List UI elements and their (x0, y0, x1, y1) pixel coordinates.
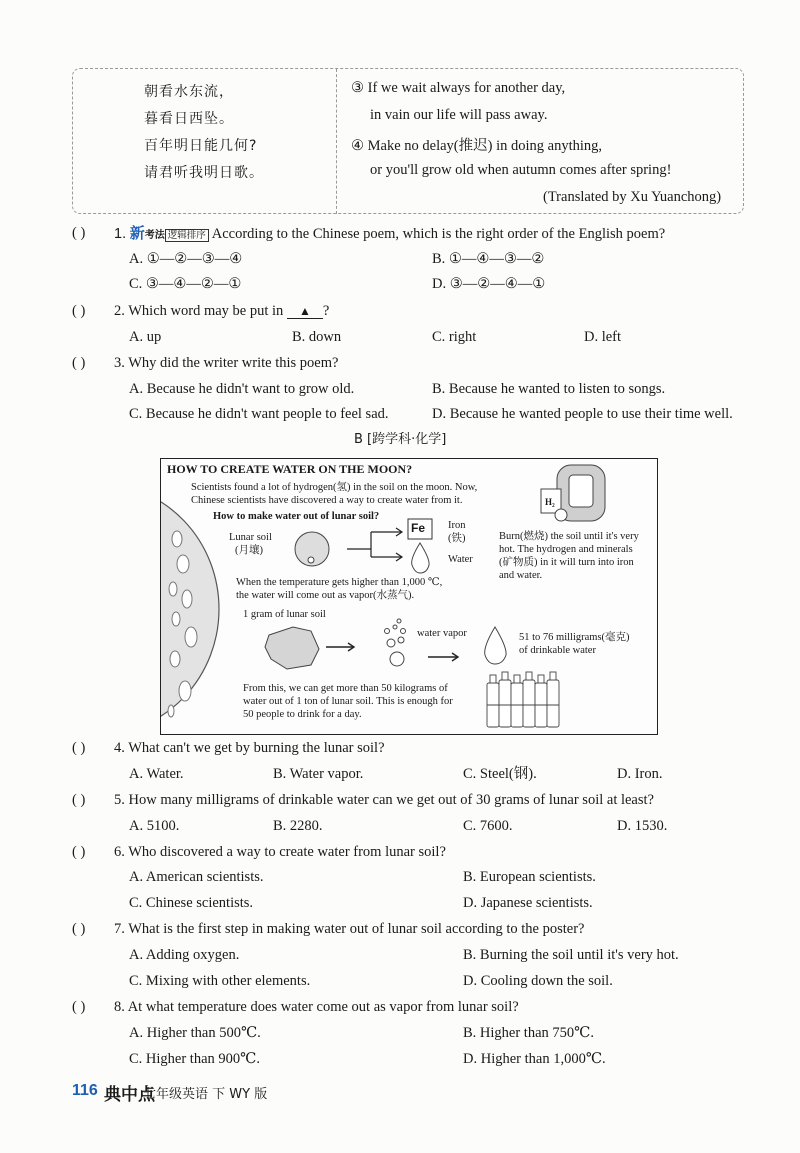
from-text: water out of 1 ton of lunar soil. This is enough for (243, 696, 453, 707)
answer-blank[interactable]: ( ) (72, 792, 86, 808)
gram-label: 1 gram of lunar soil (243, 609, 326, 620)
question-number: 1. (114, 226, 127, 242)
burn-text: hot. The hydrogen and minerals (499, 544, 633, 555)
moon-illustration (161, 484, 219, 734)
triangle-blank: ▲ (287, 304, 323, 319)
option-d[interactable]: D. Because he wanted people to use their time well. (432, 406, 733, 422)
branch-arrow-icon (347, 528, 402, 561)
option-b[interactable]: B. 2280. (273, 818, 323, 834)
furnace-illustration (541, 465, 605, 521)
question-3: 3. Why did the writer write this poem? (114, 355, 339, 371)
option-c[interactable]: C. Chinese scientists. (129, 895, 254, 911)
burn-text: and water. (499, 570, 543, 581)
question-5: 5. How many milligrams of drinkable water can we get out of 30 grams of lunar soil at least? (114, 792, 654, 808)
poster-intro: Chinese scientists have discovered a way to create water from it. (191, 495, 463, 506)
water-drop-icon (412, 543, 429, 573)
question-text: According to the Chinese poem, which is the right order of the English poem? (211, 226, 666, 242)
option-b[interactable]: B. Higher than 750℃. (463, 1025, 594, 1041)
option-c[interactable]: C. Steel(钢). (463, 766, 537, 782)
lunar-soil-label: Lunar soil (229, 532, 272, 543)
option-d[interactable]: D. Iron. (617, 766, 663, 782)
bubbles-icon (385, 619, 406, 666)
brand-logo: 典中点 (104, 1085, 155, 1105)
question-6: 6. Who discovered a way to create water from lunar soil? (114, 844, 446, 860)
option-a[interactable]: A. ①—②—③—④ (129, 251, 243, 267)
poster (160, 458, 658, 735)
temp-text: When the temperature gets higher than 1,000 ℃, (236, 577, 443, 588)
burn-text: (矿物质) in it will turn into iron (499, 557, 634, 568)
bottles-icon (487, 672, 559, 727)
option-b[interactable]: B. Burning the soil until it's very hot. (463, 947, 679, 963)
option-c[interactable]: C. right (432, 329, 477, 345)
iron-label: Iron (448, 520, 466, 531)
answer-blank[interactable]: ( ) (72, 303, 86, 319)
option-a[interactable]: A. Water. (129, 766, 184, 782)
option-a[interactable]: A. up (129, 329, 162, 345)
option-a[interactable]: A. Higher than 500℃. (129, 1025, 261, 1041)
burn-text: Burn(燃烧) the soil until it's very (499, 531, 639, 542)
water-label: Water (448, 554, 473, 565)
poem-chinese-line: 请君听我明日歌。 (144, 165, 264, 181)
poem-chinese-line: 朝看水东流， (144, 84, 234, 100)
poem-english-line: ④ Make no delay(推迟) in doing anything, (351, 138, 602, 154)
poem-translator: (Translated by Xu Yuanchong) (543, 189, 722, 205)
question-8: 8. At what temperature does water come out as vapor from lunar soil? (114, 999, 519, 1015)
section-b-heading: B [跨学科·化学] (354, 432, 447, 447)
option-a[interactable]: A. Because he didn't want to grow old. (129, 381, 355, 397)
page-number: 116 (72, 1082, 98, 1099)
fe-label: Fe (411, 521, 426, 535)
option-a[interactable]: A. 5100. (129, 818, 180, 834)
book-title: 七年级英语 下 WY 版 (143, 1087, 268, 1102)
poem-chinese-line: 暮看日西坠。 (144, 111, 234, 127)
vapor-label: water vapor (417, 628, 467, 639)
option-d[interactable]: D. ③—②—④—① (432, 276, 546, 292)
arrow-icon (326, 643, 354, 651)
from-text: From this, we can get more than 50 kilograms of (243, 683, 448, 694)
new-tag: 新 (129, 224, 145, 242)
mg-text: of drinkable water (519, 645, 596, 656)
poster-subtitle: How to make water out of lunar soil? (213, 511, 380, 522)
option-c[interactable]: C. ③—④—②—① (129, 276, 242, 292)
option-a[interactable]: A. American scientists. (129, 869, 264, 885)
option-c[interactable]: C. Mixing with other elements. (129, 973, 311, 989)
option-b[interactable]: B. European scientists. (463, 869, 596, 885)
logic-order-tag: 逻辑排序 (165, 229, 209, 242)
lunar-soil-cn: (月壤) (235, 545, 263, 556)
question-text: 2. Which word may be put in (114, 303, 284, 319)
option-d[interactable]: D. Japanese scientists. (463, 895, 593, 911)
option-d[interactable]: D. Cooling down the soil. (463, 973, 613, 989)
h2-label: H₂ (545, 497, 555, 507)
option-c[interactable]: C. Higher than 900℃. (129, 1051, 260, 1067)
option-c[interactable]: C. Because he didn't want people to feel sad. (129, 406, 389, 422)
option-d[interactable]: D. Higher than 1,000℃. (463, 1051, 606, 1067)
poem-chinese-line: 百年明日能几何? (144, 138, 258, 154)
poem-divider (336, 69, 337, 214)
question-7: 7. What is the first step in making water out of lunar soil according to the poster? (114, 921, 585, 937)
water-drop-icon (485, 627, 506, 664)
answer-blank[interactable]: ( ) (72, 740, 86, 756)
question-2 (114, 302, 329, 320)
answer-blank[interactable]: ( ) (72, 844, 86, 860)
answer-blank[interactable]: ( ) (72, 999, 86, 1015)
option-c[interactable]: C. 7600. (463, 818, 513, 834)
poem-english-line: ③ If we wait always for another day, (351, 80, 566, 96)
question-4: 4. What can't we get by burning the lunar soil? (114, 740, 385, 756)
option-a[interactable]: A. Adding oxygen. (129, 947, 240, 963)
from-text: 50 people to drink for a day. (243, 709, 362, 720)
poem-english-line: or you'll grow old when autumn comes after spring! (370, 162, 672, 178)
temp-text: the water will come out as vapor(水蒸气). (236, 590, 415, 601)
question-1 (114, 224, 665, 245)
rock-icon (265, 627, 319, 669)
option-d[interactable]: D. left (584, 329, 622, 345)
iron-cn: (铁) (448, 533, 466, 544)
mg-text: 51 to 76 milligrams(毫克) (519, 632, 630, 643)
option-b[interactable]: B. ①—④—③—② (432, 251, 545, 267)
option-d[interactable]: D. 1530. (617, 818, 668, 834)
option-b[interactable]: B. Because he wanted to listen to songs. (432, 381, 666, 397)
option-b[interactable]: B. Water vapor. (273, 766, 364, 782)
method-tag: 考法 (144, 230, 165, 241)
answer-blank[interactable]: ( ) (72, 921, 86, 937)
answer-blank[interactable]: ( ) (72, 225, 86, 241)
poster-title: HOW TO CREATE WATER ON THE MOON? (167, 462, 413, 476)
question-mark: ? (322, 303, 330, 319)
poem-english-line: in vain our life will pass away. (370, 107, 548, 123)
arrow-icon (428, 653, 458, 661)
answer-blank[interactable]: ( ) (72, 355, 86, 371)
poster-intro: Scientists found a lot of hydrogen(氢) in the soil on the moon. Now, (191, 482, 478, 493)
option-b[interactable]: B. down (292, 329, 342, 345)
